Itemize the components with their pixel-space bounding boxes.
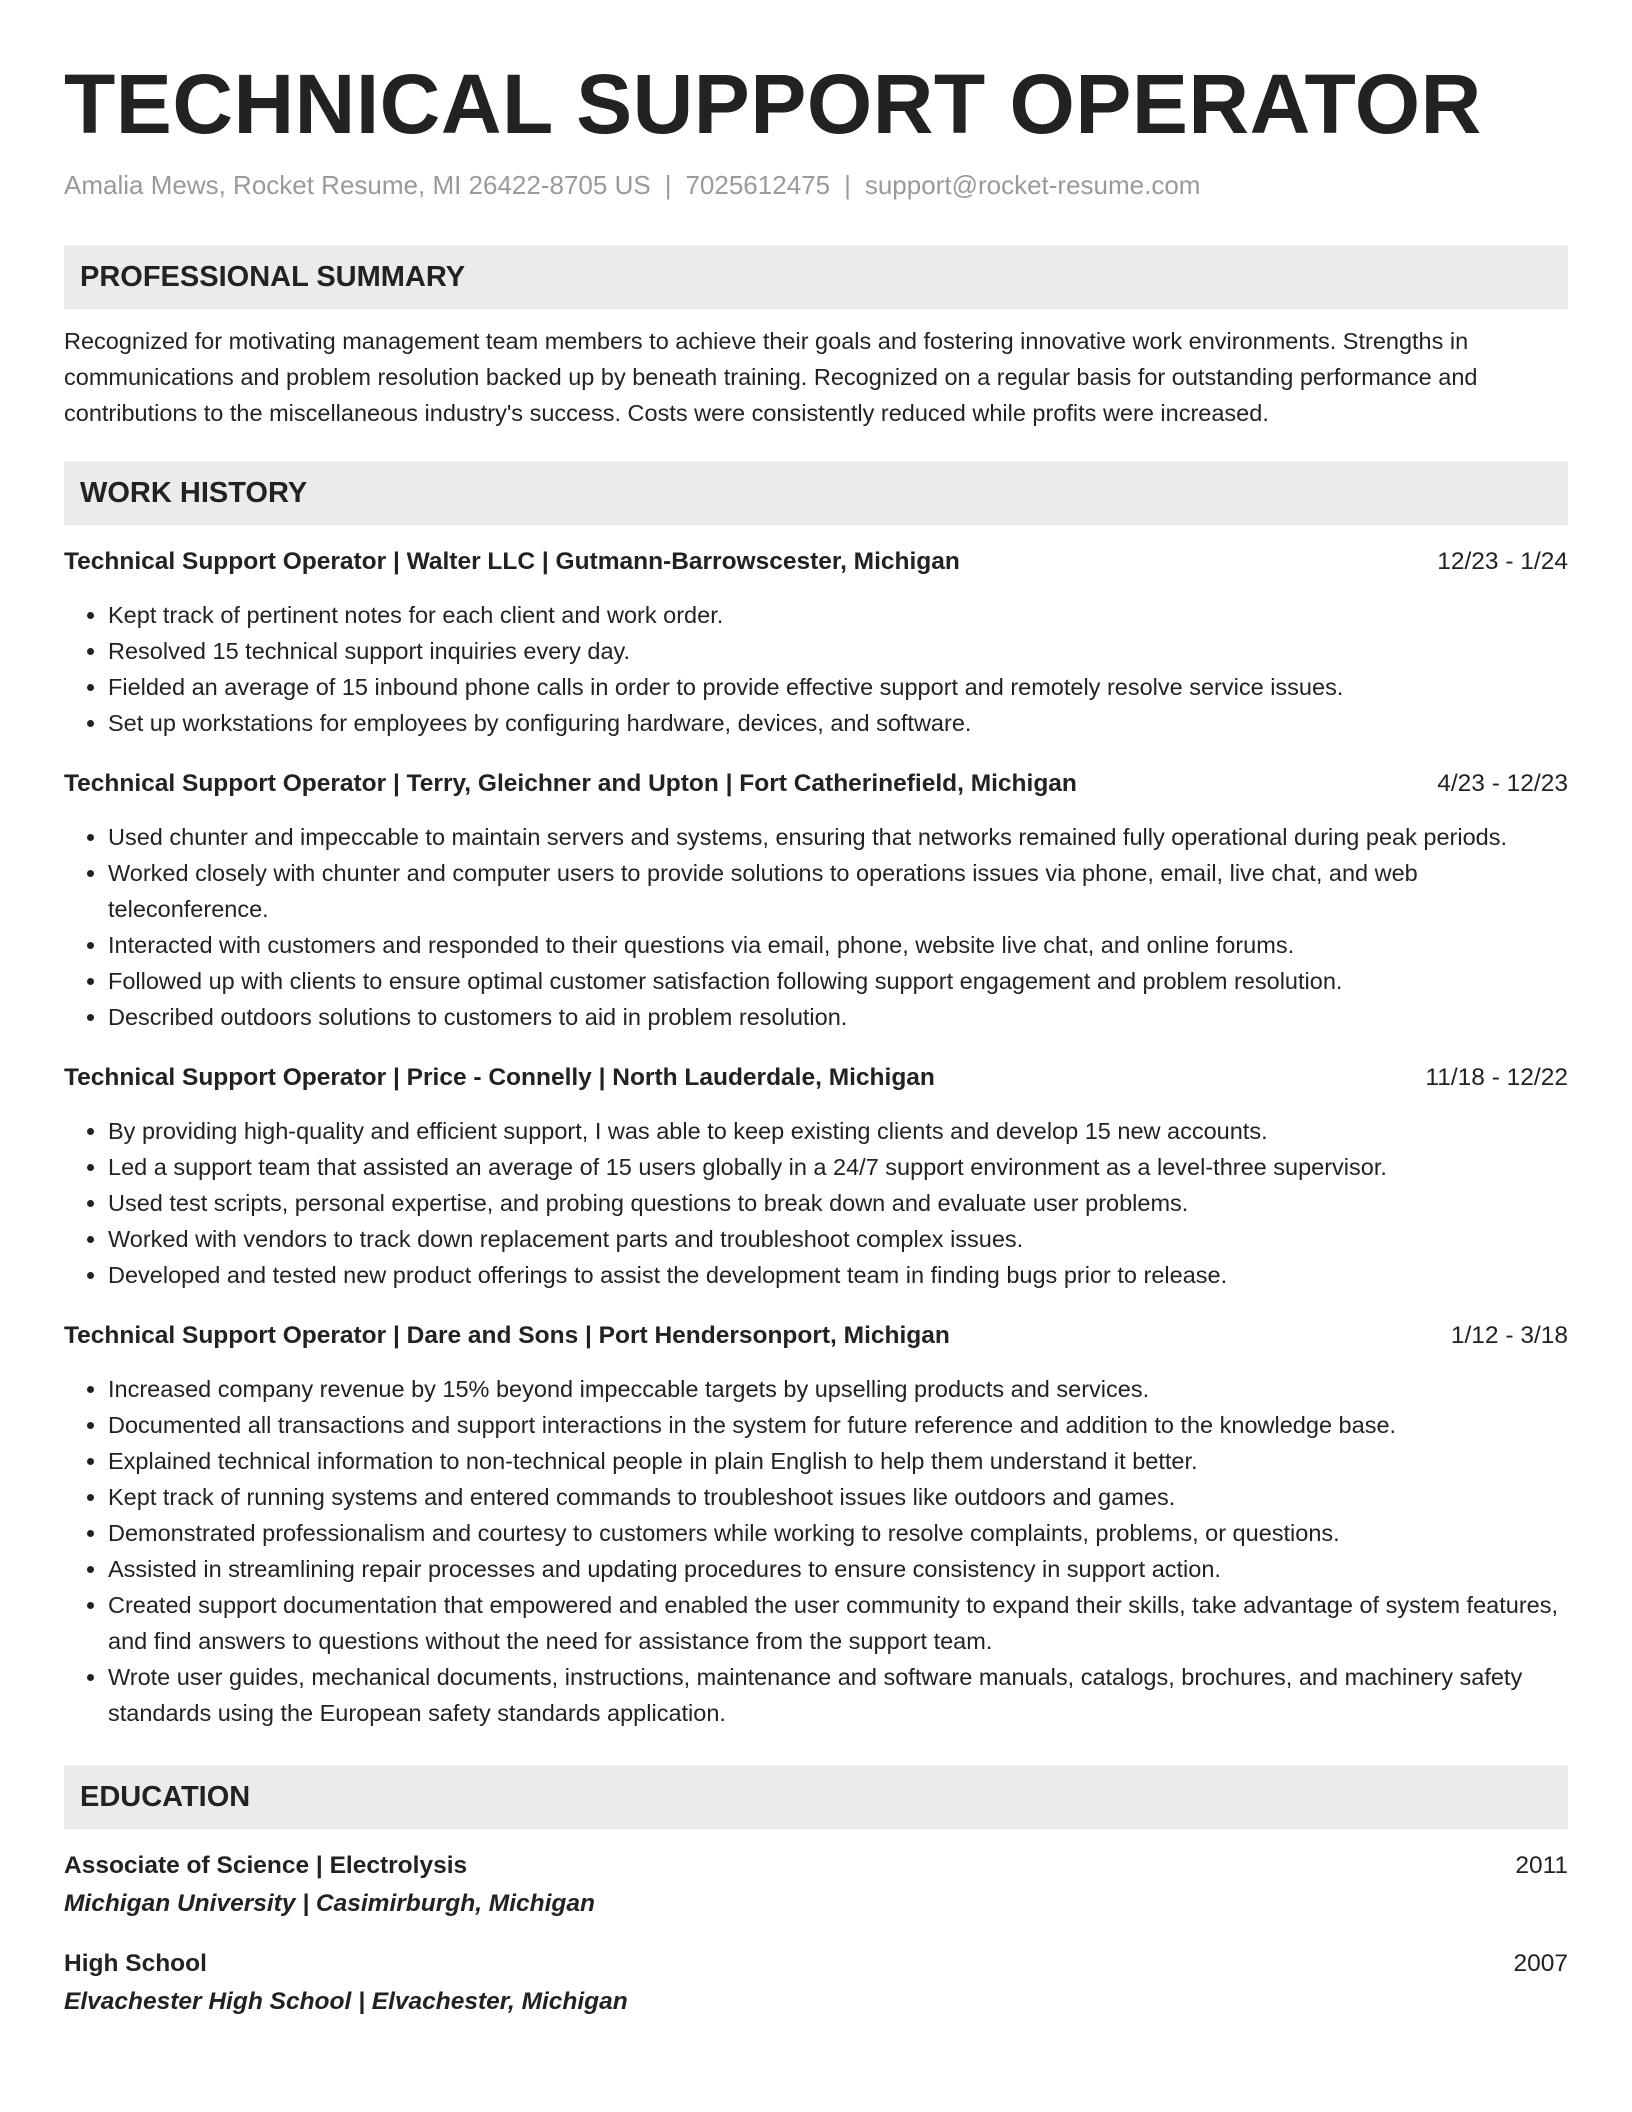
education-school: Elvachester High School | Elvachester, Michigan xyxy=(64,1988,628,2015)
education-entry xyxy=(64,1849,1568,1921)
job-bullet-item: • Kept track of running systems and entered commands to troubleshoot issues like outdoors and games. xyxy=(108,1479,1568,1515)
education-entry xyxy=(64,1947,1568,2019)
contact-separator: | xyxy=(844,170,851,200)
job-bullet-item: • Documented all transactions and support interactions in the system for future reference and addition to the knowledge base. xyxy=(108,1407,1568,1443)
job-title: Technical Support Operator | Dare and Sons | Port Hendersonport, Michigan xyxy=(64,1322,950,1349)
job-bullet-item: • Described outdoors solutions to customers to aid in problem resolution. xyxy=(108,999,1568,1035)
job-dates: 12/23 - 1/24 xyxy=(1437,548,1568,575)
job-header xyxy=(64,545,1568,579)
job-bullets xyxy=(64,1113,1568,1293)
education-header xyxy=(64,1947,1568,1981)
job-bullet-item: • Developed and tested new product offerings to assist the development team in finding bugs prior to release. xyxy=(108,1257,1568,1293)
job-bullet-item: • Used chunter and impeccable to maintain servers and systems, ensuring that networks remained fully operational during peak periods. xyxy=(108,819,1568,855)
education-year: 2007 xyxy=(1513,1950,1568,1977)
job-bullet-item: • Demonstrated professionalism and courtesy to customers while working to resolve complaints, problems, or questions. xyxy=(108,1515,1568,1551)
education-header xyxy=(64,1849,1568,1883)
job-entry xyxy=(64,1061,1568,1293)
education-list xyxy=(64,1849,1568,2019)
job-bullet-item: • Explained technical information to non-technical people in plain English to help them understand it better. xyxy=(108,1443,1568,1479)
job-bullet-item: • Worked closely with chunter and computer users to provide solutions to operations issues via phone, email, live chat, and web teleconference. xyxy=(108,855,1568,927)
section-header-education: EDUCATION xyxy=(64,1765,1568,1829)
job-bullet-item: • Used test scripts, personal expertise, and probing questions to break down and evaluate user problems. xyxy=(108,1185,1568,1221)
contact-address: Amalia Mews, Rocket Resume, MI 26422-8705 US xyxy=(64,170,651,200)
job-bullet-item: • Created support documentation that empowered and enabled the user community to expand their skills, take advantage of system features, and find answers to questions without the need for assistance from the support team. xyxy=(108,1587,1568,1659)
job-title: Technical Support Operator | Price - Connelly | North Lauderdale, Michigan xyxy=(64,1064,935,1091)
contact-line xyxy=(64,168,1568,202)
job-bullet-item: • Wrote user guides, mechanical documents, instructions, maintenance and software manuals, catalogs, brochures, and machinery safety standards using the European safety standards application. xyxy=(108,1659,1568,1731)
summary-paragraph: Recognized for motivating management team members to achieve their goals and fostering innovative work environments. Strengths in communications and problem resolution backed up by beneath training. Recognized on a regular basis for outstanding performance and contributions to the miscellaneous industry's success. Costs were consistently reduced while profits were increased. xyxy=(64,328,1478,426)
job-title: Technical Support Operator | Walter LLC | Gutmann-Barrowscester, Michigan xyxy=(64,548,960,575)
job-dates: 4/23 - 12/23 xyxy=(1437,770,1568,797)
job-header xyxy=(64,1319,1568,1353)
contact-separator: | xyxy=(664,170,672,200)
job-bullets xyxy=(64,819,1568,1035)
job-bullet-item: • By providing high-quality and efficient support, I was able to keep existing clients and develop 15 new accounts. xyxy=(108,1113,1568,1149)
work-history-list xyxy=(64,545,1568,1731)
job-bullet-item: • Assisted in streamlining repair processes and updating procedures to ensure consistency in support action. xyxy=(108,1551,1568,1587)
job-entry xyxy=(64,545,1568,741)
education-school: Michigan University | Casimirburgh, Michigan xyxy=(64,1890,595,1917)
section-header-work-history: WORK HISTORY xyxy=(64,461,1568,525)
education-degree: Associate of Science | Electrolysis xyxy=(64,1852,468,1879)
job-header xyxy=(64,767,1568,801)
job-title: Technical Support Operator | Terry, Gleichner and Upton | Fort Catherinefield, Michigan xyxy=(64,770,1077,797)
job-dates: 1/12 - 3/18 xyxy=(1450,1322,1568,1349)
job-header xyxy=(64,1061,1568,1095)
job-bullet-item: • Set up workstations for employees by configuring hardware, devices, and software. xyxy=(108,705,1568,741)
education-degree: High School xyxy=(64,1950,207,1977)
job-bullet-item: • Increased company revenue by 15% beyond impeccable targets by upselling products and services. xyxy=(108,1371,1568,1407)
job-bullets xyxy=(64,597,1568,741)
education-year: 2011 xyxy=(1515,1852,1568,1879)
contact-phone: 7025612475 xyxy=(685,170,831,200)
job-entry xyxy=(64,767,1568,1035)
job-entry xyxy=(64,1319,1568,1731)
job-bullet-item: • Interacted with customers and responded to their questions via email, phone, website live chat, and online forums. xyxy=(108,927,1568,963)
job-bullet-item: • Kept track of pertinent notes for each client and work order. xyxy=(108,597,1568,633)
contact-email: support@rocket-resume.com xyxy=(864,170,1201,200)
job-bullet-item: • Followed up with clients to ensure optimal customer satisfaction following support engagement and problem resolution. xyxy=(108,963,1568,999)
candidate-title: TECHNICAL SUPPORT OPERATOR xyxy=(64,57,1482,151)
job-bullet-item: • Led a support team that assisted an average of 15 users globally in a 24/7 support environment as a level-three supervisor. xyxy=(108,1149,1568,1185)
job-bullets xyxy=(64,1371,1568,1731)
job-dates: 11/18 - 12/22 xyxy=(1425,1064,1568,1091)
job-bullet-item: • Fielded an average of 15 inbound phone calls in order to provide effective support and remotely resolve service issues. xyxy=(108,669,1568,705)
job-bullet-item: • Worked with vendors to track down replacement parts and troubleshoot complex issues. xyxy=(108,1221,1568,1257)
job-bullet-item: • Resolved 15 technical support inquiries every day. xyxy=(108,633,1568,669)
section-header-summary: PROFESSIONAL SUMMARY xyxy=(64,245,1568,309)
